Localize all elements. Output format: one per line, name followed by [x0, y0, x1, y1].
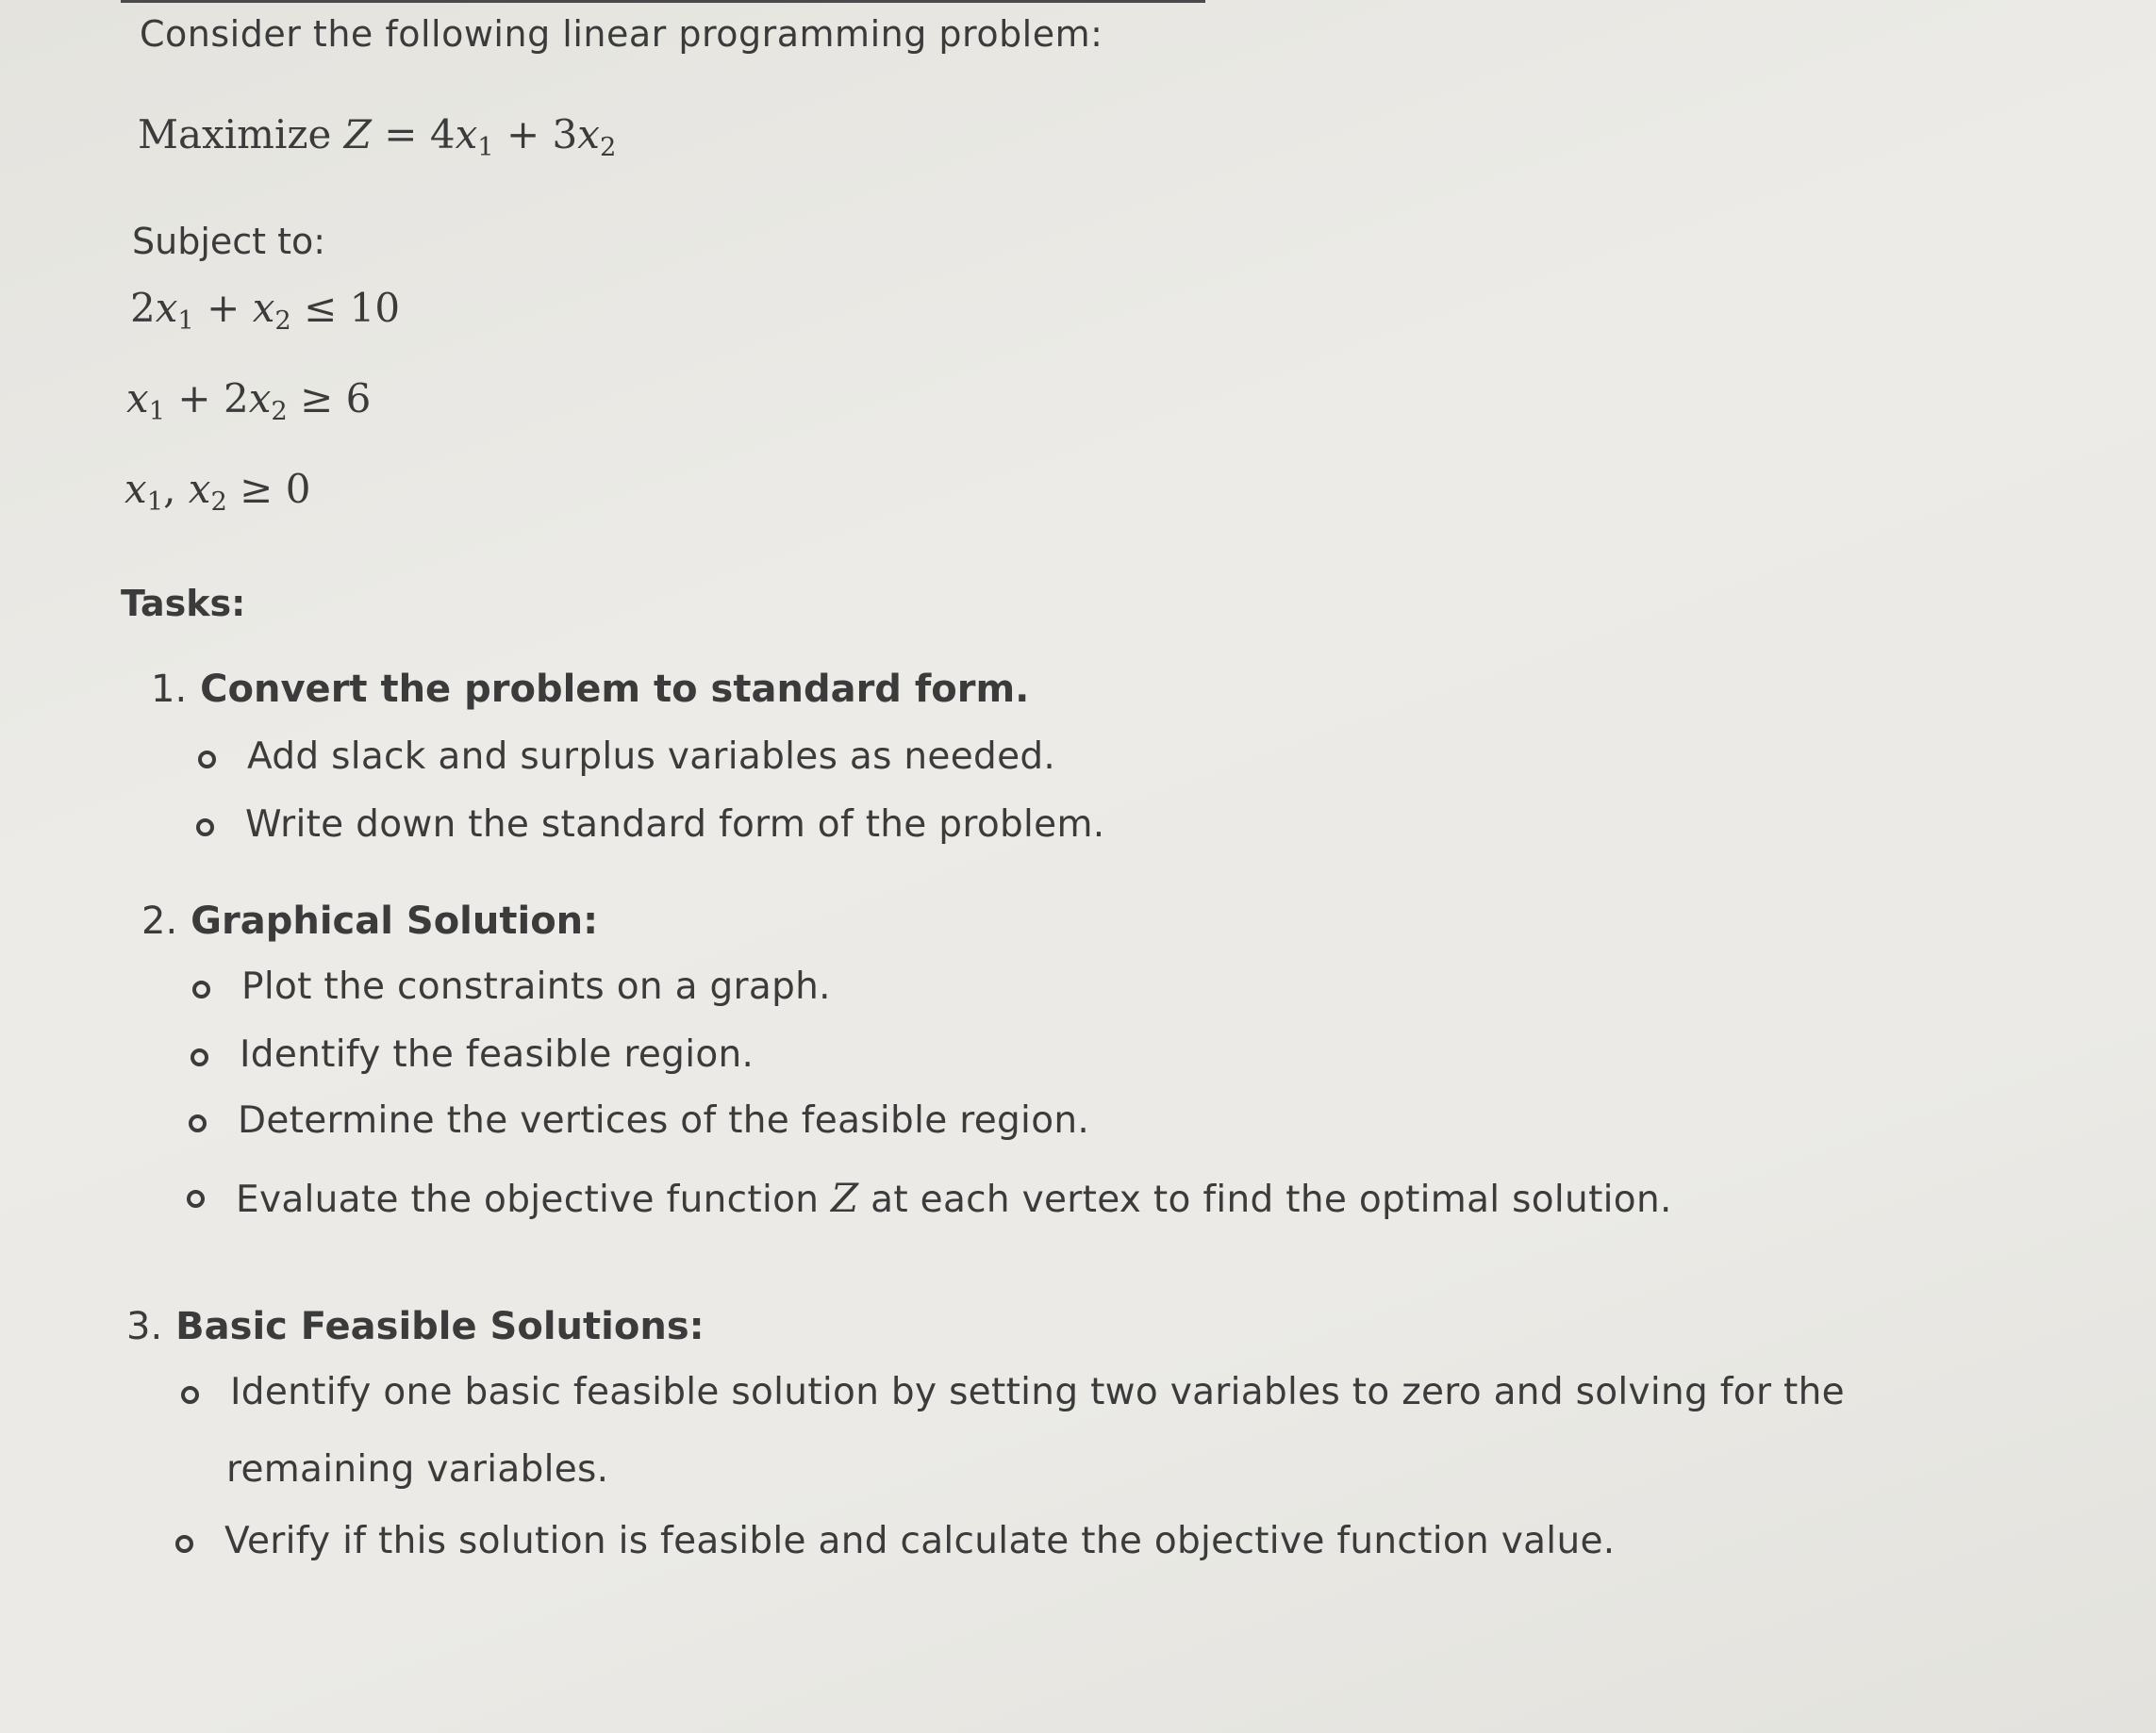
- constraint-nonnegativity: $x_1$, $x_2 \ge 0$: [124, 466, 311, 518]
- top-rule: [121, 0, 1205, 3]
- task-1-bullet-2: Write down the standard form of the problem.: [245, 803, 1104, 846]
- task-2-bullet-4: Evaluate the objective function Z at each vertex to find the optimal solution.: [236, 1175, 1672, 1221]
- task-3-title: 3. Basic Feasible Solutions:: [126, 1305, 705, 1348]
- task-1-bullet-1: Add slack and surplus variables as needed.: [247, 735, 1055, 778]
- tasks-heading: Tasks:: [121, 583, 246, 624]
- constraint-2: $x_1 + 2x_2 \ge 6$: [126, 375, 372, 427]
- bullet-icon: [198, 751, 216, 768]
- bullet-icon: [189, 1114, 207, 1132]
- task-2-title: 2. Graphical Solution:: [141, 900, 599, 943]
- bullet-icon: [181, 1386, 199, 1404]
- bullet-icon: [187, 1190, 205, 1208]
- objective-function: Maximize $Z = 4x_1 + 3x_2$: [138, 111, 617, 163]
- task-1-title: 1. Convert the problem to standard form.: [151, 668, 1030, 711]
- bullet-icon: [192, 981, 210, 999]
- task-2-bullet-3: Determine the vertices of the feasible region.: [238, 1099, 1089, 1142]
- bullet-icon: [175, 1535, 193, 1553]
- bullet-icon: [196, 818, 214, 836]
- task-3-bullet-2: Verify if this solution is feasible and calculate the objective function value.: [224, 1520, 1615, 1562]
- bullet-icon: [191, 1048, 208, 1066]
- task-2-bullet-1: Plot the constraints on a graph.: [241, 966, 831, 1008]
- subject-to-label: Subject to:: [132, 221, 326, 262]
- constraint-1: $2x_1 + x_2 \le 10$: [130, 285, 401, 337]
- task-3-bullet-1: Identify one basic feasible solution by setting two variables to zero and solving for the: [230, 1371, 1845, 1413]
- intro-text: Consider the following linear programming problem:: [140, 13, 1103, 55]
- task-2-bullet-2: Identify the feasible region.: [240, 1033, 754, 1076]
- task-3-bullet-1-continuation: remaining variables.: [226, 1448, 609, 1491]
